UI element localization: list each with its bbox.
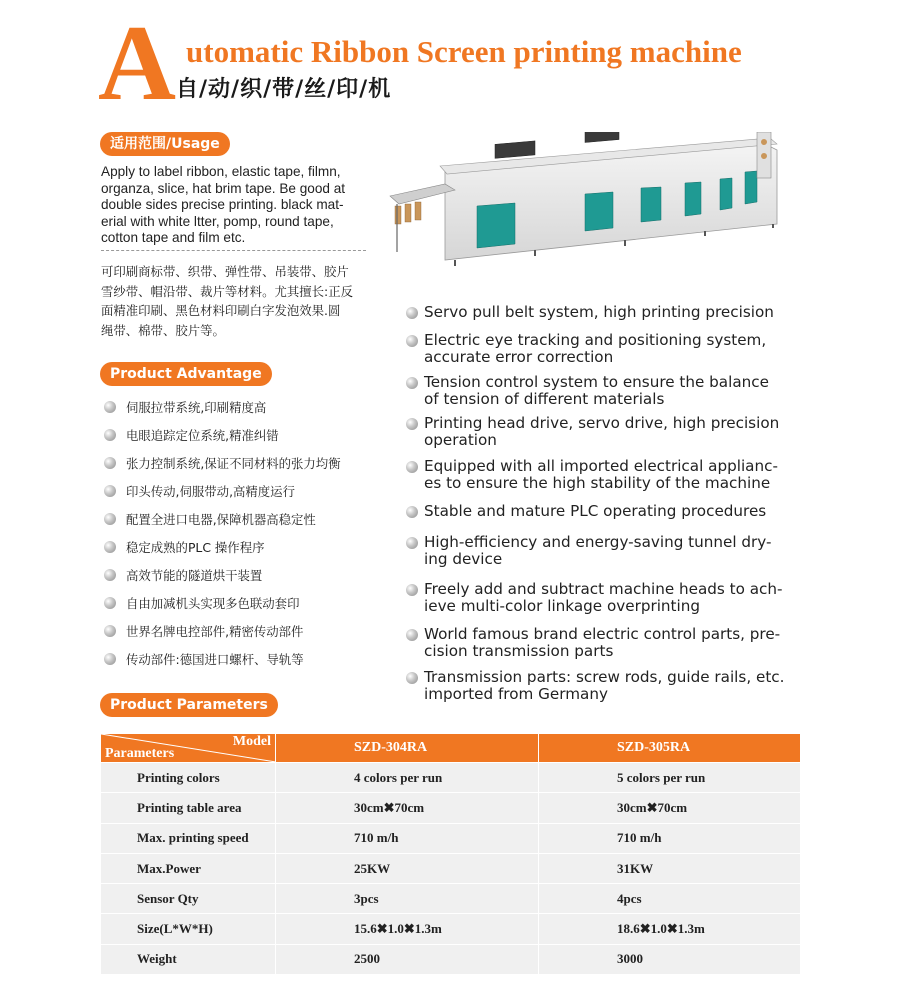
usage-chinese xyxy=(101,262,376,340)
row-value-1: 4 colors per run xyxy=(276,763,539,793)
usage-en-line: double sides precise printing. black mat- xyxy=(101,197,344,212)
table-row xyxy=(101,823,801,853)
row-value-2: 4pcs xyxy=(539,884,801,914)
machine-image xyxy=(385,132,785,272)
advantage-en-text: ing device xyxy=(424,549,503,568)
header-model-1: SZD-304RA xyxy=(276,734,539,763)
row-value-2: 31KW xyxy=(539,853,801,883)
list-item xyxy=(104,617,384,645)
advantage-cn-text: 自由加减机头实现多色联动套印 xyxy=(126,596,300,611)
header-model-label: Model xyxy=(232,734,271,749)
list-item xyxy=(406,626,780,659)
row-label: Max. printing speed xyxy=(101,823,276,853)
list-item xyxy=(406,374,769,407)
table-row xyxy=(101,853,801,883)
row-value-2: 18.6✖1.0✖1.3m xyxy=(539,914,801,944)
usage-cn-line: 面精准印刷、黑色材料印刷白字发泡效果.圆 xyxy=(101,303,341,318)
bullet-icon xyxy=(104,429,116,441)
advantage-en-text: Stable and mature PLC operating procedures xyxy=(424,502,767,520)
list-item xyxy=(104,421,384,449)
bullet-icon xyxy=(406,335,418,347)
bullet-icon xyxy=(104,569,116,581)
title-english: utomatic Ribbon Screen printing machine xyxy=(186,34,742,69)
list-item xyxy=(104,449,384,477)
bullet-icon xyxy=(104,457,116,469)
header-parameters-label: Parameters xyxy=(105,746,175,761)
usage-english xyxy=(101,164,371,247)
advantage-en-text: operation xyxy=(424,430,497,449)
advantage-en-text: es to ensure the high stability of the machine xyxy=(424,473,771,492)
list-item xyxy=(406,669,784,702)
advantage-cn-text: 印头传动,伺服带动,高精度运行 xyxy=(126,484,295,499)
row-value-2: 5 colors per run xyxy=(539,763,801,793)
advantage-cn-text: 稳定成熟的PLC 操作程序 xyxy=(126,540,265,555)
bullet-icon xyxy=(406,418,418,430)
list-item xyxy=(406,503,766,520)
list-item xyxy=(406,304,774,321)
bullet-icon xyxy=(104,513,116,525)
table-row xyxy=(101,793,801,823)
bullet-icon xyxy=(406,506,418,518)
advantage-list-cn xyxy=(104,393,384,673)
row-value-2: 30cm✖70cm xyxy=(539,793,801,823)
row-value-1: 2500 xyxy=(276,944,539,974)
usage-cn-line: 雪纱带、帽沿带、裁片等材料。尤其擅长:正反 xyxy=(101,283,353,299)
list-item xyxy=(406,534,771,567)
advantage-cn-text: 传动部件:德国进口螺杆、导轨等 xyxy=(126,652,304,667)
table-row xyxy=(101,884,801,914)
row-value-1: 3pcs xyxy=(276,884,539,914)
advantage-en-text: Servo pull belt system, high printing precision xyxy=(424,303,774,321)
row-value-1: 30cm✖70cm xyxy=(276,793,539,823)
row-value-1: 710 m/h xyxy=(276,823,539,853)
bullet-icon xyxy=(104,597,116,609)
advantage-cn-text: 高效节能的隧道烘干装置 xyxy=(126,568,263,583)
advantage-en-text: Tension control system to ensure the balance xyxy=(424,373,769,391)
bullet-icon xyxy=(406,584,418,596)
table-header-row xyxy=(101,734,801,763)
bullet-icon xyxy=(406,377,418,389)
list-item xyxy=(104,645,384,673)
list-item xyxy=(406,458,778,491)
header-model-2: SZD-305RA xyxy=(539,734,801,763)
advantage-en-text: of tension of different materials xyxy=(424,389,665,408)
advantage-cn-text: 伺服拉带系统,印刷精度高 xyxy=(126,400,267,415)
advantage-cn-text: 电眼追踪定位系统,精准纠错 xyxy=(126,428,279,443)
row-value-1: 15.6✖1.0✖1.3m xyxy=(276,914,539,944)
advantage-en-text: High-efficiency and energy-saving tunnel dry- xyxy=(424,533,772,551)
advantage-en-text: Freely add and subtract machine heads to ach- xyxy=(424,580,783,598)
bullet-icon xyxy=(406,537,418,549)
title-chinese: 自/动/织/带/丝/印/机 xyxy=(176,77,392,102)
usage-cn-line: 可印刷商标带、织带、弹性带、吊装带、胶片 xyxy=(101,264,349,279)
parameters-heading: Product Parameters xyxy=(100,693,278,717)
usage-en-line: Apply to label ribbon, elastic tape, filmn, xyxy=(101,164,341,179)
usage-divider xyxy=(101,250,366,251)
advantage-en-text: Printing head drive, servo drive, high precision xyxy=(424,414,780,432)
row-label: Size(L*W*H) xyxy=(101,914,276,944)
bullet-icon xyxy=(406,307,418,319)
advantage-en-text: Equipped with all imported electrical applianc- xyxy=(424,457,778,475)
advantage-en-text: accurate error correction xyxy=(424,347,614,366)
list-item xyxy=(104,393,384,421)
advantage-en-text: ieve multi-color linkage overprinting xyxy=(424,596,700,615)
title-initial: A xyxy=(98,4,176,123)
advantage-cn-text: 世界名牌电控部件,精密传动部件 xyxy=(126,624,304,639)
row-value-2: 3000 xyxy=(539,944,801,974)
usage-cn-line: 绳带、棉带、胶片等。 xyxy=(101,322,225,338)
usage-en-line: erial with white ltter, pomp, round tape, xyxy=(101,213,334,229)
row-value-1: 25KW xyxy=(276,853,539,883)
advantage-heading: Product Advantage xyxy=(100,362,272,386)
advantage-en-text: Transmission parts: screw rods, guide rails, etc. xyxy=(424,668,785,686)
usage-heading: 适用范围/Usage xyxy=(100,132,230,156)
table-corner-cell xyxy=(101,734,276,763)
row-label: Printing table area xyxy=(101,793,276,823)
table-row xyxy=(101,914,801,944)
row-label: Sensor Qty xyxy=(101,884,276,914)
bullet-icon xyxy=(406,672,418,684)
list-item xyxy=(406,581,783,614)
advantage-en-text: World famous brand electric control parts, pre- xyxy=(424,625,781,643)
advantage-cn-text: 张力控制系统,保证不同材料的张力均衡 xyxy=(126,456,341,471)
row-value-2: 710 m/h xyxy=(539,823,801,853)
bullet-icon xyxy=(104,541,116,553)
parameters-table xyxy=(100,733,801,975)
list-item xyxy=(104,533,384,561)
list-item xyxy=(104,477,384,505)
bullet-icon xyxy=(104,625,116,637)
usage-en-line: organza, slice, hat brim tape. Be good at xyxy=(101,180,346,196)
usage-en-line: cotton tape and film etc. xyxy=(101,230,246,245)
list-item xyxy=(406,415,779,448)
list-item xyxy=(104,589,384,617)
row-label: Weight xyxy=(101,944,276,974)
table-row xyxy=(101,944,801,974)
table-row xyxy=(101,763,801,793)
row-label: Max.Power xyxy=(101,853,276,883)
bullet-icon xyxy=(104,401,116,413)
list-item xyxy=(406,332,766,365)
advantage-cn-text: 配置全进口电器,保障机器高稳定性 xyxy=(126,512,316,527)
list-item xyxy=(104,505,384,533)
row-label: Printing colors xyxy=(101,763,276,793)
advantage-en-text: cision transmission parts xyxy=(424,641,614,660)
bullet-icon xyxy=(104,653,116,665)
bullet-icon xyxy=(406,461,418,473)
advantage-en-text: imported from Germany xyxy=(424,684,608,703)
list-item xyxy=(104,561,384,589)
bullet-icon xyxy=(406,629,418,641)
bullet-icon xyxy=(104,485,116,497)
advantage-en-text: Electric eye tracking and positioning system, xyxy=(424,331,767,349)
